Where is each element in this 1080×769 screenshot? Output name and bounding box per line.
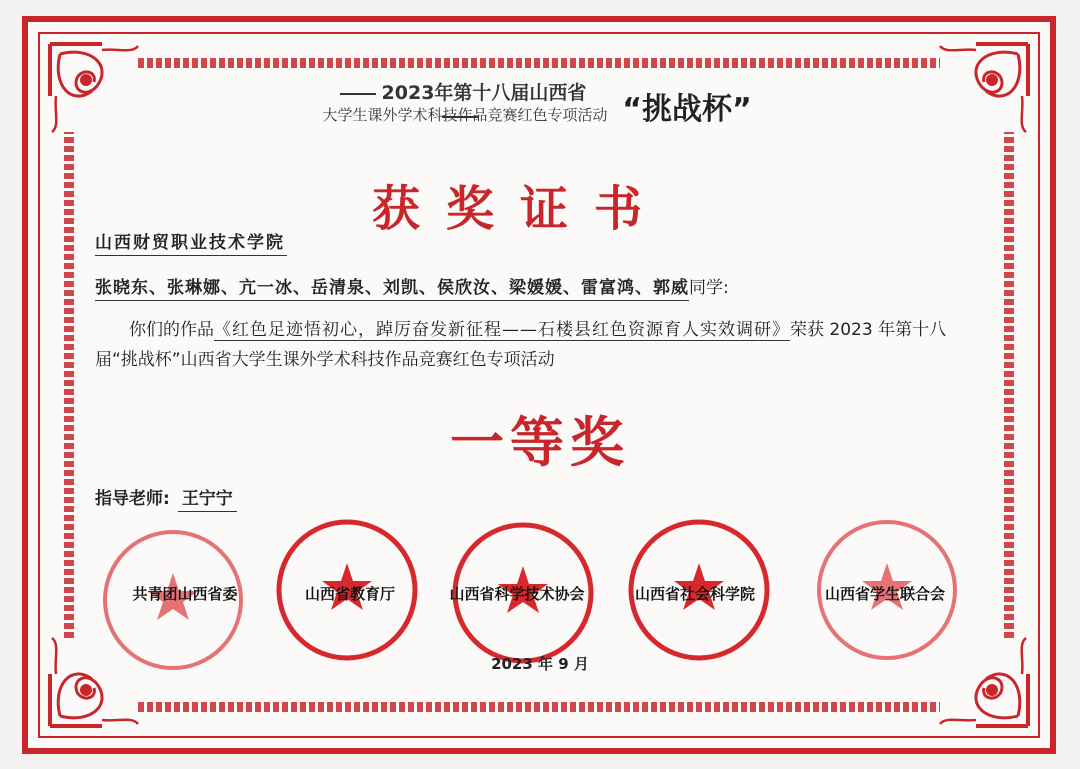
issuer-education-dept: 山西省教育厅 — [304, 585, 395, 603]
award-level: 一等奖 — [450, 410, 630, 474]
students-line — [95, 273, 729, 298]
issuer-science-assoc: 山西省科学技术协会 — [449, 585, 585, 603]
award-description — [95, 315, 955, 375]
issuer-youth-league: 共青团山西省委 — [132, 585, 238, 603]
competition-year-line: 2023年第十八届山西省 — [310, 78, 610, 127]
issue-date: 2023 年 9 月 — [491, 655, 589, 673]
corner-ornament-icon — [42, 36, 152, 146]
decorative-chain-right — [1004, 132, 1014, 638]
student-names: 张晓东、张琳娜、亢一冰、岳清泉、刘凯、侯欣汝、梁媛媛、雷富鸿、郭威 — [95, 278, 689, 301]
advisor-line — [95, 484, 237, 509]
work-title: 《红色足迹悟初心，踔厉奋发新征程——石楼县红色资源育人实效调研》 — [214, 320, 790, 340]
corner-ornament-icon — [926, 36, 1036, 146]
decorative-chain-top — [138, 58, 940, 68]
body-prefix: 你们的作品 — [129, 320, 214, 340]
certificate-title: 获奖证书 — [371, 181, 668, 237]
body-suffix: 荣获 2023 年第十八届“挑战杯”山西省大学生课外学术科技作品竞赛红色专项活动 — [95, 320, 947, 370]
issuer-student-union: 山西省学生联合会 — [824, 585, 945, 603]
students-suffix: 同学: — [689, 278, 729, 298]
competition-activity-line: 大学生课外学术科技作品竞赛红色专项活动 — [322, 106, 608, 124]
advisor-label: 指导老师: — [95, 489, 170, 509]
school-name: 山西财贸职业技术学院 — [95, 228, 287, 256]
issuer-social-science: 山西省社会科学院 — [634, 585, 755, 603]
decorative-chain-bottom — [138, 702, 940, 712]
cup-name: “挑战杯” — [622, 92, 752, 127]
advisor-name: 王宁宁 — [178, 489, 237, 512]
decorative-chain-left — [64, 132, 74, 638]
